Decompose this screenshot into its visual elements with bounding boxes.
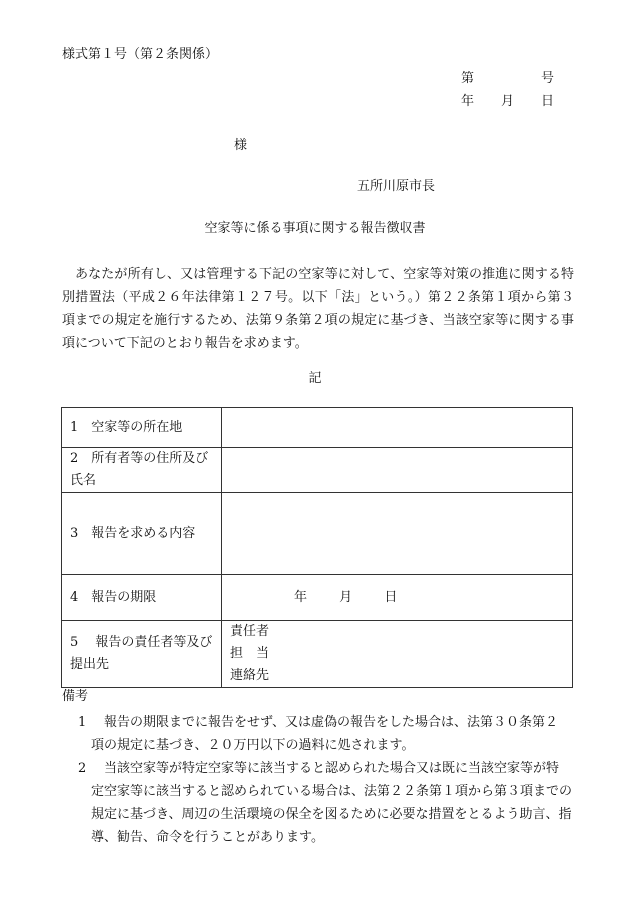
in-charge-label: 担 当 <box>230 646 270 661</box>
note-text-first: 報告の期限までに報告をせず、又は虚偽の報告をした場合は、法第３０条第２ <box>104 715 558 730</box>
notes-heading: 備考 <box>62 689 89 704</box>
row-label: 3 報告を求める内容 <box>62 493 222 575</box>
row-label: 1 空家等の所在地 <box>62 408 222 448</box>
note-number: 2 <box>78 761 87 776</box>
location-field <box>222 408 573 448</box>
row-label: 4 報告の期限 <box>62 575 222 621</box>
responsible-field <box>222 621 573 688</box>
table-row <box>62 575 573 621</box>
table-row <box>62 493 573 575</box>
note-text-rest: 定空家等に該当すると認められている場合は、法第２２条第１項から第３項までの規定に基づき、周辺の生活環境の保全を図るために必要な措置をとるよう助言、指導、勧告、命令を行うことがあります。 <box>91 784 573 845</box>
document-number-suffix: 号 <box>541 71 555 86</box>
form-number: 様式第１号（第２条関係） <box>62 47 219 62</box>
note-number: 1 <box>78 715 87 730</box>
issue-date-day: 日 <box>541 94 555 109</box>
table-row <box>62 448 573 493</box>
note-text-rest: 項の規定に基づき、２０万円以下の過料に処されます。 <box>91 738 415 753</box>
table-row <box>62 408 573 448</box>
row-label: 5 報告の責任者等及び提出先 <box>62 621 222 688</box>
body-paragraph: あなたが所有し、又は管理する下記の空家等に対して、空家等対策の推進に関する特別措置法（平成２６年法律第１２７号。以下「法」という。）第２２条第１項から第３項までの規定を施行するため、法第９条第２項の規定に基づき、当該空家等に関する事項について下記のとおり報告を求めます。 <box>62 267 574 351</box>
ki-heading: 記 <box>308 371 322 386</box>
responsible-person-label: 責任者 <box>230 624 270 639</box>
addressee: 様 <box>234 138 248 153</box>
issue-date-year: 年 <box>461 94 475 109</box>
report-content-field <box>222 493 573 575</box>
row-label: 2 所有者等の住所及び氏名 <box>62 448 222 493</box>
note-item <box>78 757 578 849</box>
owner-field <box>222 448 573 493</box>
deadline-month: 月 <box>339 589 353 605</box>
note-item <box>78 711 578 757</box>
issue-date-month: 月 <box>501 94 515 109</box>
document-title: 空家等に係る事項に関する報告徴収書 <box>204 221 426 236</box>
issuer: 五所川原市長 <box>357 179 436 194</box>
table-row <box>62 621 573 688</box>
deadline-field <box>222 575 573 621</box>
note-text-first: 当該空家等が特定空家等に該当すると認められた場合又は既に当該空家等が特 <box>104 761 560 776</box>
deadline-day: 日 <box>384 589 398 605</box>
contact-label: 連絡先 <box>230 668 270 683</box>
deadline-year: 年 <box>294 589 308 605</box>
document-number-label: 第 <box>461 71 475 86</box>
info-table <box>61 407 573 688</box>
